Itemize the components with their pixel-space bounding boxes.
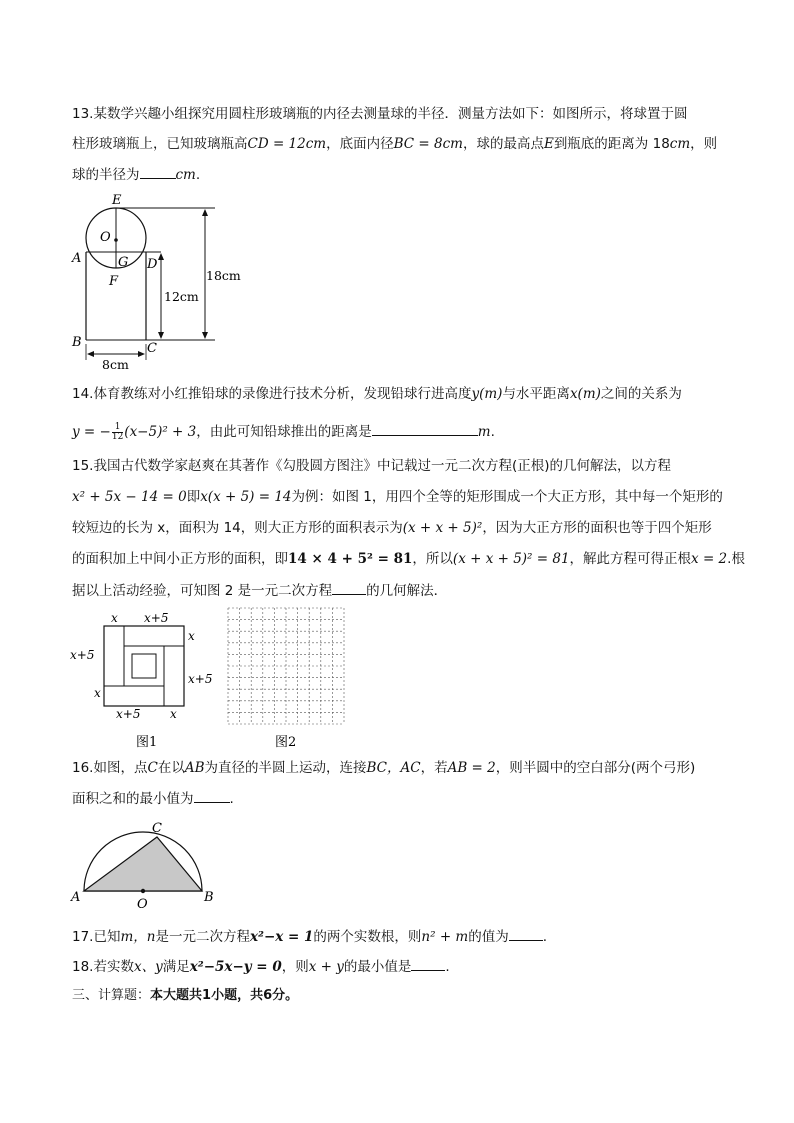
q13-math: CD = 12cm <box>247 136 327 152</box>
q15-line5 <box>72 580 447 601</box>
q17-text: . <box>542 929 548 945</box>
q14-text: 14.体育教练对小红推铅球的录像进行技术分析，发现铅球行进高度 <box>72 386 472 402</box>
q13-text: 到瓶底的距离为 18 <box>553 136 670 152</box>
q14-math: (x−5)² + 3 <box>124 424 197 440</box>
q13-text: . <box>195 167 201 183</box>
q14-math: x(m) <box>569 386 601 402</box>
label-a: A <box>72 251 82 266</box>
q14-text: 之间的关系为 <box>600 386 682 402</box>
q14-math: y = − <box>72 424 111 440</box>
q16-text: . <box>229 791 234 807</box>
q15-math: (x + x + 5)² <box>402 520 483 536</box>
q13-text: ，底面内径 <box>326 136 394 152</box>
q16-math: C <box>147 760 158 776</box>
q13-math: cm <box>669 136 691 152</box>
label-g: G <box>118 255 129 270</box>
answer-blank[interactable] <box>509 926 543 941</box>
q16-figure <box>68 815 228 910</box>
label-d: D <box>147 257 158 272</box>
fig2-caption: 图2 <box>275 735 297 750</box>
q15-text: .根 <box>727 551 745 567</box>
q13-line3 <box>72 164 200 185</box>
fraction-denominator: 12 <box>111 431 124 442</box>
section3-text: 1 <box>202 988 212 1003</box>
q15-text: 据以上活动经验，可知图 2 是一元二次方程 <box>72 583 333 599</box>
label-c: C <box>147 341 157 356</box>
q14-math: m <box>477 424 491 440</box>
section3-heading <box>72 986 298 1006</box>
q15-text: 即 <box>186 489 201 505</box>
label-b: B <box>72 335 82 350</box>
q18-math: x²−5x−y = 0 <box>189 959 282 975</box>
arrow-icon <box>202 332 208 339</box>
label-e: E <box>112 193 122 208</box>
q15-math: (x + x + 5)² = 81 <box>452 551 570 567</box>
q16-math: AB = 2 <box>447 760 496 776</box>
q17-text: 的两个实数根，则 <box>313 929 422 945</box>
q14-text: 与水平距离 <box>502 386 570 402</box>
q13-text: 球的半径为 <box>72 167 140 183</box>
section3-text: 6 <box>263 988 273 1003</box>
q13-math: E <box>543 136 554 152</box>
label-o: O <box>137 897 148 910</box>
answer-blank[interactable] <box>411 956 445 971</box>
triangle-abc <box>84 837 202 891</box>
arrow-icon <box>87 351 94 357</box>
fig1-label: x <box>111 611 118 625</box>
fig1-label: x+5 <box>144 611 169 625</box>
answer-blank[interactable] <box>194 788 230 803</box>
q15-text: 15.我国古代数学家赵爽在其著作《勾股圆方图注》中记载过一元二次方程(正根)的几何解法，以方程 <box>72 458 672 474</box>
answer-blank[interactable] <box>140 164 176 179</box>
section3-text: 小题，共 <box>211 988 264 1003</box>
q15-text: 为例：如图 1，用四个全等的矩形围成一个大正方形，其中每一个矩形的 <box>291 489 723 505</box>
q15-text: ，所以 <box>412 551 453 567</box>
q13-text: ，球的最高点 <box>462 136 544 152</box>
label-o: O <box>100 230 111 245</box>
q15-math: x(x + 5) = 14 <box>200 489 292 505</box>
q13-text: 13.某数学兴趣小组探究用圆柱形玻璃瓶的内径去测量球的半径．测量方法如下：如图所示，将球置于圆 <box>72 106 688 122</box>
q17-math: m，n <box>120 929 156 945</box>
q16-math: BC，AC <box>366 760 421 776</box>
fig2-grid <box>228 608 344 724</box>
fig1-label: x+5 <box>70 648 95 662</box>
q17-line <box>72 926 547 947</box>
fig1-label: x <box>188 629 195 643</box>
q14-math: y(m) <box>471 386 503 402</box>
label-b: B <box>204 890 214 905</box>
q16-math: AB <box>184 760 205 776</box>
q16-text: ，若 <box>420 760 448 776</box>
fraction-numerator: 1 <box>112 423 123 433</box>
q14-text: ，由此可知铅球推出的距离是 <box>196 424 372 440</box>
label-f: F <box>109 274 119 289</box>
q14-text: . <box>490 424 495 440</box>
q15-figures <box>66 606 366 754</box>
q13-math: BC = 8cm <box>393 136 463 152</box>
q16-text: 面积之和的最小值为 <box>72 791 194 807</box>
fig1-label: x <box>94 686 101 700</box>
q15-line1 <box>72 456 671 476</box>
q13-figure <box>60 188 260 370</box>
q13-text: 柱形玻璃瓶上，已知玻璃瓶高 <box>72 136 248 152</box>
q18-math: x + y <box>308 959 344 975</box>
q13-math: cm <box>175 167 196 183</box>
answer-blank[interactable] <box>332 580 366 595</box>
section3-text: 三、计算题： <box>72 988 151 1003</box>
q14-line2 <box>72 420 495 444</box>
q17-text: 17.已知 <box>72 929 121 945</box>
q18-math: x、y <box>133 959 163 975</box>
q15-text: 的几何解法． <box>366 583 448 599</box>
fig1-label: x <box>170 707 177 721</box>
q15-text: 较短边的长为 x，面积为 14，则大正方形的面积表示为 <box>72 520 403 536</box>
q17-math: x²−x = 1 <box>249 929 314 945</box>
label-12cm: 12cm <box>164 289 199 304</box>
q16-line1 <box>72 758 695 778</box>
q17-text: 是一元二次方程 <box>155 929 250 945</box>
section3-text: 分。 <box>272 988 299 1003</box>
q16-line2 <box>72 788 234 809</box>
center-dot <box>114 238 118 242</box>
label-a: A <box>71 890 81 905</box>
q14-line1 <box>72 384 682 404</box>
q18-text: 18.若实数 <box>72 959 134 975</box>
q15-line4 <box>72 549 745 569</box>
fig1-caption: 图1 <box>136 735 158 750</box>
label-c: C <box>152 821 162 836</box>
label-18cm: 18cm <box>206 268 241 283</box>
q13-text: ，则 <box>690 136 718 152</box>
fig1-label: x+5 <box>188 672 213 686</box>
q15-math: x² + 5x − 14 = 0 <box>72 489 187 505</box>
fig1-outer-square <box>104 626 184 706</box>
arrow-icon <box>138 351 145 357</box>
answer-blank[interactable] <box>372 421 478 436</box>
q16-text: 为直径的半圆上运动，连接 <box>204 760 367 776</box>
q17-text: 的值为 <box>468 929 509 945</box>
q15-math: x = 2 <box>691 551 728 567</box>
q15-text: ，因为大正方形的面积也等于四个矩形 <box>482 520 712 536</box>
section3-text: 本大题共 <box>150 988 203 1003</box>
q15-math: 14 × 4 + 5² = 81 <box>288 551 413 567</box>
q16-text: 在以 <box>157 760 185 776</box>
q16-text: 16.如图，点 <box>72 760 148 776</box>
arrow-icon <box>158 332 164 339</box>
q13-line2 <box>72 134 717 154</box>
q18-text: 的最小值是 <box>343 959 412 975</box>
q18-line <box>72 956 450 977</box>
q17-math: n² + m <box>421 929 469 945</box>
q15-line2 <box>72 487 723 507</box>
q15-text: ，解此方程可得正根 <box>569 551 692 567</box>
q18-text: . <box>445 959 450 975</box>
q13-line1 <box>72 104 687 124</box>
q16-text: ，则半圆中的空白部分(两个弓形) <box>495 760 696 776</box>
arrow-icon <box>158 253 164 260</box>
q15-line3 <box>72 518 712 538</box>
q15-text: 的面积加上中间小正方形的面积，即 <box>72 551 288 567</box>
label-8cm: 8cm <box>102 357 129 370</box>
center-dot <box>141 889 145 893</box>
fig1-inner-square <box>132 654 156 678</box>
fraction <box>112 423 123 442</box>
q18-text: 满足 <box>162 959 190 975</box>
fig1-label: x+5 <box>116 707 141 721</box>
q18-text: ，则 <box>281 959 309 975</box>
arrow-icon <box>202 209 208 216</box>
